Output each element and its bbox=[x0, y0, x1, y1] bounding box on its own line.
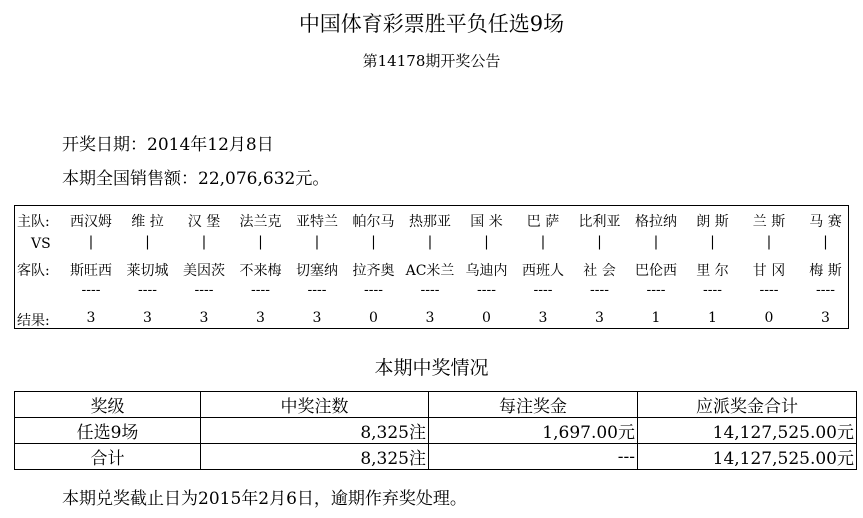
home-team: 兰 斯 bbox=[752, 214, 786, 230]
match-column bbox=[402, 206, 458, 328]
match-column bbox=[120, 206, 176, 328]
prize-table bbox=[14, 391, 857, 470]
home-team: 法兰克 bbox=[239, 214, 282, 230]
match-column bbox=[176, 206, 232, 328]
home-team: 汉 堡 bbox=[187, 214, 221, 230]
match-result: 3 bbox=[595, 310, 604, 326]
match-result: 3 bbox=[86, 310, 96, 326]
home-team: 格拉纳 bbox=[635, 214, 677, 230]
match-column bbox=[346, 206, 402, 328]
away-team: 不来梅 bbox=[239, 263, 282, 279]
away-team: 拉齐奥 bbox=[352, 263, 395, 279]
away-team: 切塞纳 bbox=[296, 263, 338, 279]
home-team: 亚特兰 bbox=[296, 214, 338, 230]
match-result: 3 bbox=[143, 310, 152, 326]
prize-table-header bbox=[15, 392, 857, 418]
dash-separator: ---- bbox=[590, 282, 609, 298]
cell-prize-level: 合计 bbox=[15, 444, 201, 470]
cell-total-prize: 14,127,525.00元 bbox=[638, 444, 857, 470]
away-team-label: 客队: bbox=[17, 263, 50, 279]
away-team: 西班人 bbox=[522, 263, 564, 279]
away-team: 美因茨 bbox=[183, 263, 225, 279]
dash-separator: ---- bbox=[307, 282, 327, 298]
vs-separator: | bbox=[597, 234, 602, 250]
header-prize-per-bet: 每注奖金 bbox=[429, 392, 638, 418]
match-result: 3 bbox=[425, 310, 435, 326]
match-results-box bbox=[14, 205, 849, 329]
away-team: 甘 冈 bbox=[752, 263, 786, 279]
home-team: 巴 萨 bbox=[526, 214, 560, 230]
match-column bbox=[798, 206, 854, 328]
dash-separator: ---- bbox=[364, 282, 383, 298]
table-row bbox=[15, 418, 857, 444]
vs-separator: | bbox=[823, 234, 828, 250]
match-column bbox=[233, 206, 289, 328]
table-row bbox=[15, 444, 857, 470]
vs-separator: | bbox=[371, 234, 376, 250]
dash-separator: ---- bbox=[816, 282, 835, 298]
vs-separator: | bbox=[653, 234, 659, 250]
match-column bbox=[63, 206, 119, 328]
page-title: 中国体育彩票胜平负任选9场 bbox=[298, 12, 565, 36]
away-team: 莱切城 bbox=[126, 263, 169, 279]
header-prize-level: 奖级 bbox=[15, 392, 201, 418]
cell-total-prize: 14,127,525.00元 bbox=[638, 418, 857, 444]
away-team: 乌迪内 bbox=[465, 263, 508, 279]
vs-separator: | bbox=[710, 234, 715, 250]
away-team: 巴伦西 bbox=[635, 263, 677, 279]
vs-separator: | bbox=[427, 234, 433, 250]
match-column bbox=[628, 206, 684, 328]
match-result: 1 bbox=[708, 310, 717, 326]
draw-date: 开奖日期：2014年12月8日 bbox=[62, 135, 274, 155]
away-team: 里 尔 bbox=[696, 263, 729, 279]
vs-separator: | bbox=[88, 234, 94, 250]
match-result: 3 bbox=[821, 310, 830, 326]
result-label: 结果: bbox=[17, 313, 50, 329]
match-column bbox=[572, 206, 628, 328]
dash-separator: ---- bbox=[646, 282, 666, 298]
home-team: 马 赛 bbox=[809, 214, 842, 230]
cell-prize-level: 任选9场 bbox=[15, 418, 201, 444]
away-team: AC米兰 bbox=[405, 263, 455, 279]
home-team-label: 主队: bbox=[17, 214, 50, 230]
match-result: 0 bbox=[764, 310, 774, 326]
home-team: 维 拉 bbox=[131, 214, 164, 230]
match-result: 3 bbox=[199, 310, 209, 326]
dash-separator: ---- bbox=[477, 282, 496, 298]
dash-separator: ---- bbox=[81, 282, 101, 298]
cell-winner-count: 8,325注 bbox=[201, 418, 429, 444]
match-result: 1 bbox=[651, 310, 661, 326]
match-result: 3 bbox=[538, 310, 548, 326]
vs-separator: | bbox=[766, 234, 772, 250]
home-team: 西汉姆 bbox=[70, 214, 112, 230]
vs-separator: | bbox=[145, 234, 150, 250]
home-team: 国 米 bbox=[470, 214, 503, 230]
match-result: 0 bbox=[482, 310, 491, 326]
sales-amount: 本期全国销售额：22,076,632元。 bbox=[62, 169, 330, 189]
vs-label: VS bbox=[31, 236, 51, 252]
vs-separator: | bbox=[258, 234, 263, 250]
vs-separator: | bbox=[201, 234, 207, 250]
match-result: 3 bbox=[256, 310, 265, 326]
match-result: 0 bbox=[369, 310, 378, 326]
away-team: 斯旺西 bbox=[70, 263, 112, 279]
vs-separator: | bbox=[314, 234, 320, 250]
header-winner-count: 中奖注数 bbox=[201, 392, 429, 418]
page-subtitle: 第14178期开奖公告 bbox=[362, 52, 501, 70]
home-team: 比利亚 bbox=[578, 214, 621, 230]
away-team: 社 会 bbox=[583, 263, 616, 279]
cell-prize-per-bet: --- bbox=[429, 444, 638, 470]
cell-prize-per-bet: 1,697.00元 bbox=[429, 418, 638, 444]
match-column bbox=[685, 206, 741, 328]
away-team: 梅 斯 bbox=[809, 263, 842, 279]
dash-separator: ---- bbox=[194, 282, 214, 298]
match-result: 3 bbox=[312, 310, 322, 326]
redemption-deadline-note: 本期兑奖截止日为2015年2月6日，逾期作弃奖处理。 bbox=[62, 489, 467, 509]
match-column bbox=[515, 206, 571, 328]
match-column bbox=[459, 206, 515, 328]
home-team: 热那亚 bbox=[409, 214, 451, 230]
cell-winner-count: 8,325注 bbox=[201, 444, 429, 470]
vs-separator: | bbox=[484, 234, 489, 250]
match-column bbox=[741, 206, 797, 328]
home-team: 朗 斯 bbox=[696, 214, 729, 230]
dash-separator: ---- bbox=[759, 282, 779, 298]
match-column bbox=[289, 206, 345, 328]
dash-separator: ---- bbox=[420, 282, 440, 298]
vs-separator: | bbox=[540, 234, 546, 250]
dash-separator: ---- bbox=[251, 282, 270, 298]
prize-section-heading: 本期中奖情况 bbox=[374, 357, 489, 379]
dash-separator: ---- bbox=[703, 282, 722, 298]
header-total-prize: 应派奖金合计 bbox=[638, 392, 857, 418]
dash-separator: ---- bbox=[138, 282, 157, 298]
home-team: 帕尔马 bbox=[352, 214, 395, 230]
dash-separator: ---- bbox=[533, 282, 553, 298]
